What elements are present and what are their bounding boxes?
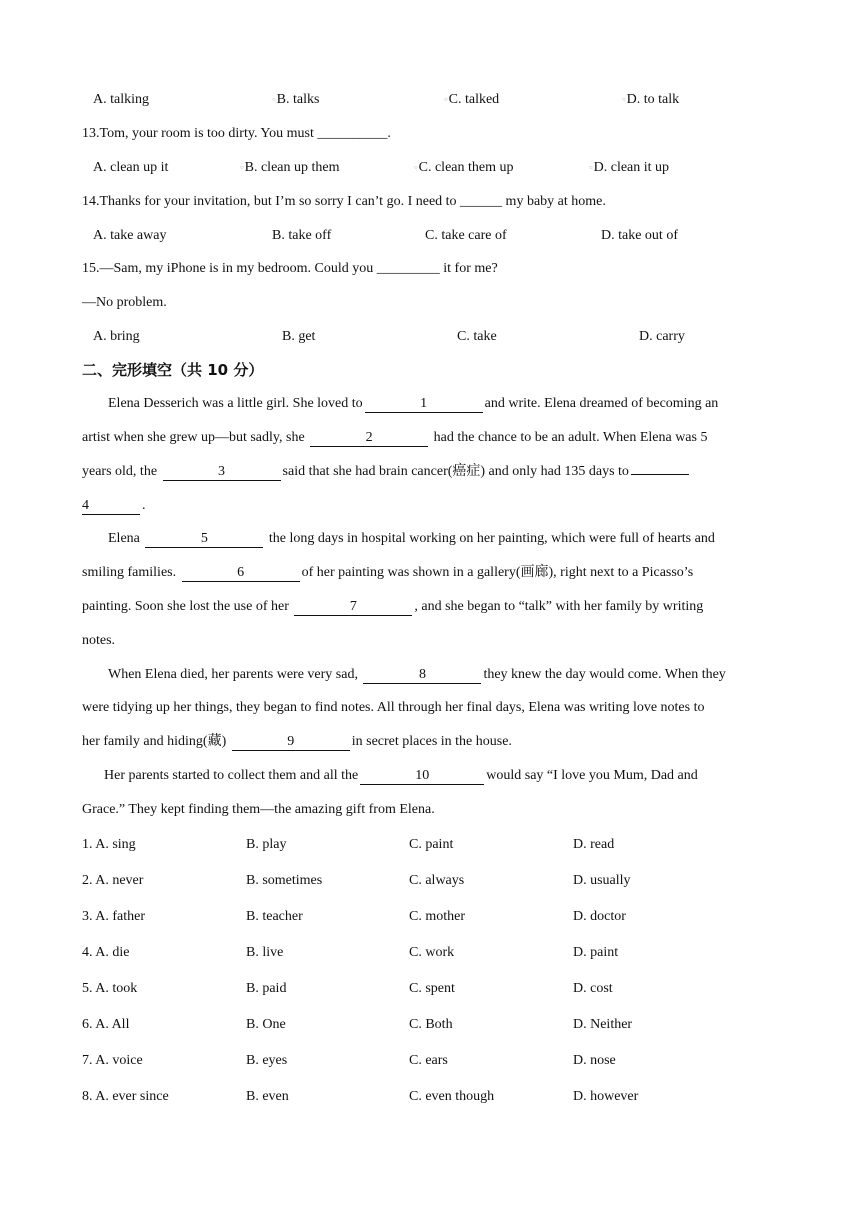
q12-option-a: A. talking: [93, 92, 149, 107]
choice-5-c: C. spent: [409, 981, 455, 996]
q13-stem: 13.Tom, your room is too dirty. You must __________.: [82, 126, 391, 141]
choice-1-c: C. paint: [409, 837, 454, 852]
cloze-blank-5: 5: [145, 531, 263, 548]
cloze-blank-2: 2: [310, 430, 428, 447]
option-marker-icon: ○: [622, 97, 626, 103]
choice-2-c: C. always: [409, 873, 465, 888]
q12-option-b: ○B. talks: [272, 92, 320, 108]
option-marker-icon: ○: [272, 97, 276, 103]
q13-option-a: A. clean up it: [93, 160, 169, 175]
passage-line: Her parents started to collect them and all the 10 would say “I love you Mum, Dad and: [104, 768, 698, 783]
passage-line: Elena 5 the long days in hospital working on her painting, which were full of hearts and: [108, 531, 715, 546]
choice-4-d: D. paint: [573, 945, 619, 960]
choice-8-d: D. however: [573, 1089, 639, 1104]
choice-1-b: B. play: [246, 837, 287, 852]
choice-7-d: D. nose: [573, 1053, 616, 1068]
q13-option-c: ○C. clean them up: [414, 160, 514, 176]
q15-stem: 15.—Sam, my iPhone is in my bedroom. Could you _________ it for me?: [82, 261, 498, 276]
passage-line: Grace.” They kept finding them—the amazing gift from Elena.: [82, 802, 435, 817]
choice-3-a: 3. A. father: [82, 909, 145, 924]
choice-3-d: D. doctor: [573, 909, 626, 924]
choice-6-d: D. Neither: [573, 1017, 633, 1032]
choice-7-a: 7. A. voice: [82, 1053, 143, 1068]
choice-6-a: 6. A. All: [82, 1017, 130, 1032]
choice-8-c: C. even though: [409, 1089, 495, 1104]
choice-7-c: C. ears: [409, 1053, 448, 1068]
q15-option-c: C. take: [457, 329, 497, 344]
choice-4-a: 4. A. die: [82, 945, 130, 960]
passage-line: notes.: [82, 633, 116, 648]
passage-line: were tidying up her things, they began to find notes. All through her final days, Elena was writing love notes to: [82, 700, 705, 715]
cloze-blank-1: 1: [365, 396, 483, 413]
passage-line: 4 .: [82, 498, 146, 513]
q15-reply: —No problem.: [82, 295, 167, 310]
choice-2-d: D. usually: [573, 873, 631, 888]
choice-6-c: C. Both: [409, 1017, 453, 1032]
passage-line: artist when she grew up—but sadly, she 2 had the chance to be an adult. When Elena was 5: [82, 430, 708, 445]
option-marker-icon: ○: [589, 165, 593, 171]
q14-option-a: A. take away: [93, 228, 167, 243]
cloze-blank-9: 9: [232, 734, 350, 751]
choice-2-b: B. sometimes: [246, 873, 323, 888]
passage-line: years old, the 3 said that she had brain cancer(癌症) and only had 135 days to: [82, 462, 782, 482]
cloze-blank-8: 8: [363, 667, 481, 684]
cloze-blank-7: 7: [294, 599, 412, 616]
q12-option-c: ○C. talked: [444, 92, 500, 108]
cloze-blank-4: 4: [82, 498, 140, 515]
q13-option-b: ○B. clean up them: [240, 160, 340, 176]
choice-3-b: B. teacher: [246, 909, 303, 924]
choice-8-b: B. even: [246, 1089, 289, 1104]
option-marker-icon: ○: [240, 165, 244, 171]
choice-4-c: C. work: [409, 945, 455, 960]
passage-line: painting. Soon she lost the use of her 7 , and she began to “talk” with her family by writing: [82, 599, 704, 614]
section-heading: 二、完形填空（共 10 分）: [82, 361, 264, 379]
choice-2-a: 2. A. never: [82, 873, 144, 888]
choice-6-b: B. One: [246, 1017, 286, 1032]
choice-3-c: C. mother: [409, 909, 465, 924]
choice-5-b: B. paid: [246, 981, 287, 996]
choice-5-d: D. cost: [573, 981, 613, 996]
choice-4-b: B. live: [246, 945, 284, 960]
choice-7-b: B. eyes: [246, 1053, 288, 1068]
q15-option-a: A. bring: [93, 329, 140, 344]
passage-line: When Elena died, her parents were very sad, 8 they knew the day would come. When they: [108, 667, 726, 682]
q12-option-d: ○D. to talk: [622, 92, 680, 108]
cloze-blank-3: 3: [163, 464, 281, 481]
option-marker-icon: ○: [444, 97, 448, 103]
choice-5-a: 5. A. took: [82, 981, 138, 996]
cloze-blank-line: [631, 474, 689, 475]
q14-option-b: B. take off: [272, 228, 332, 243]
cloze-blank-6: 6: [182, 565, 300, 582]
choice-1-d: D. read: [573, 837, 615, 852]
q15-option-b: B. get: [282, 329, 316, 344]
passage-line: her family and hiding(藏) 9 in secret places in the house.: [82, 734, 512, 749]
q14-option-c: C. take care of: [425, 228, 507, 243]
passage-line: Elena Desserich was a little girl. She loved to 1 and write. Elena dreamed of becoming an: [108, 396, 719, 411]
option-marker-icon: ○: [414, 165, 418, 171]
q14-option-d: D. take out of: [601, 228, 678, 243]
choice-8-a: 8. A. ever since: [82, 1089, 169, 1104]
cloze-blank-10: 10: [360, 768, 484, 785]
passage-line: smiling families. 6 of her painting was shown in a gallery(画廊), right next to a Picasso’s: [82, 565, 694, 580]
choice-1-a: 1. A. sing: [82, 837, 136, 852]
q14-stem: 14.Thanks for your invitation, but I’m so sorry I can’t go. I need to ______ my baby at home.: [82, 194, 606, 209]
q15-option-d: D. carry: [639, 329, 685, 344]
q13-option-d: ○D. clean it up: [589, 160, 670, 176]
